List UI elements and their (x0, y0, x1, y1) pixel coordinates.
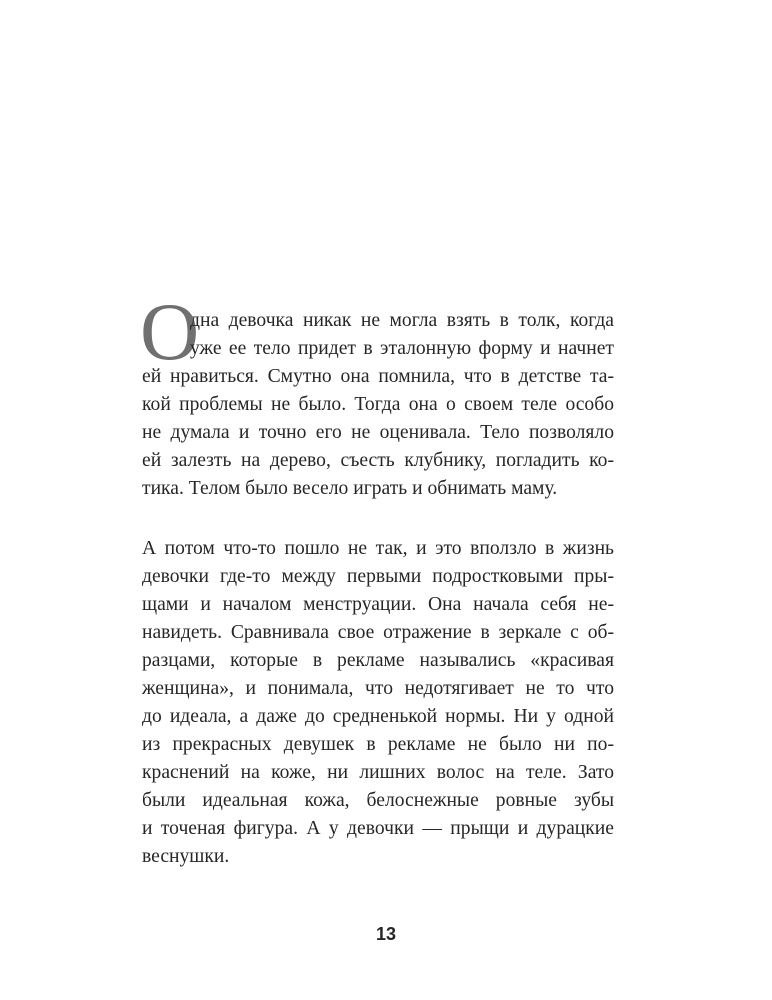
text-line: тика. Телом было весело играть и обнимать маму. (142, 478, 558, 499)
text-line: кой проблемы не было. Тогда она о своем теле особо (142, 394, 614, 415)
text-line: дна девочка никак не могла взять в толк, когда (190, 310, 614, 331)
text-line: краснений на коже, ни лишних волос на теле. Зато (142, 762, 614, 783)
text-line: уже ее тело придет в эталонную форму и начнет (190, 338, 614, 359)
text-line: девочки где-то между первыми подростковыми пры- (142, 566, 614, 587)
text-line: не думала и точно его не оценивала. Тело позволяло (142, 422, 614, 443)
page-number: 13 (375, 924, 397, 944)
text-line: разцами, которые в рекламе назывались «красивая (142, 650, 614, 671)
text-line: ей залезть на дерево, съесть клубнику, погладить ко- (142, 450, 614, 471)
text-line: до идеала, а даже до средненькой нормы. Ни у одной (142, 706, 614, 727)
text-line: ей нравиться. Смутно она помнила, что в детстве та- (142, 366, 614, 387)
text-line: навидеть. Сравнивала свое отражение в зеркале с об- (142, 622, 614, 643)
text-line: щами и началом менструации. Она начала себя не- (142, 594, 614, 615)
text-line: веснушки. (142, 846, 230, 867)
text-line: и точеная фигура. А у девочки — прыщи и дурацкие (142, 818, 614, 839)
text-line: были идеальная кожа, белоснежные ровные зубы (142, 790, 614, 811)
text-line: женщина», и понимала, что недотягивает не то что (142, 678, 614, 699)
drop-cap: О (140, 286, 200, 377)
text-line: А потом что-то пошло не так, и это вползло в жизнь (142, 538, 614, 559)
text-line: из прекрасных девушек в рекламе не было ни по- (142, 734, 614, 755)
